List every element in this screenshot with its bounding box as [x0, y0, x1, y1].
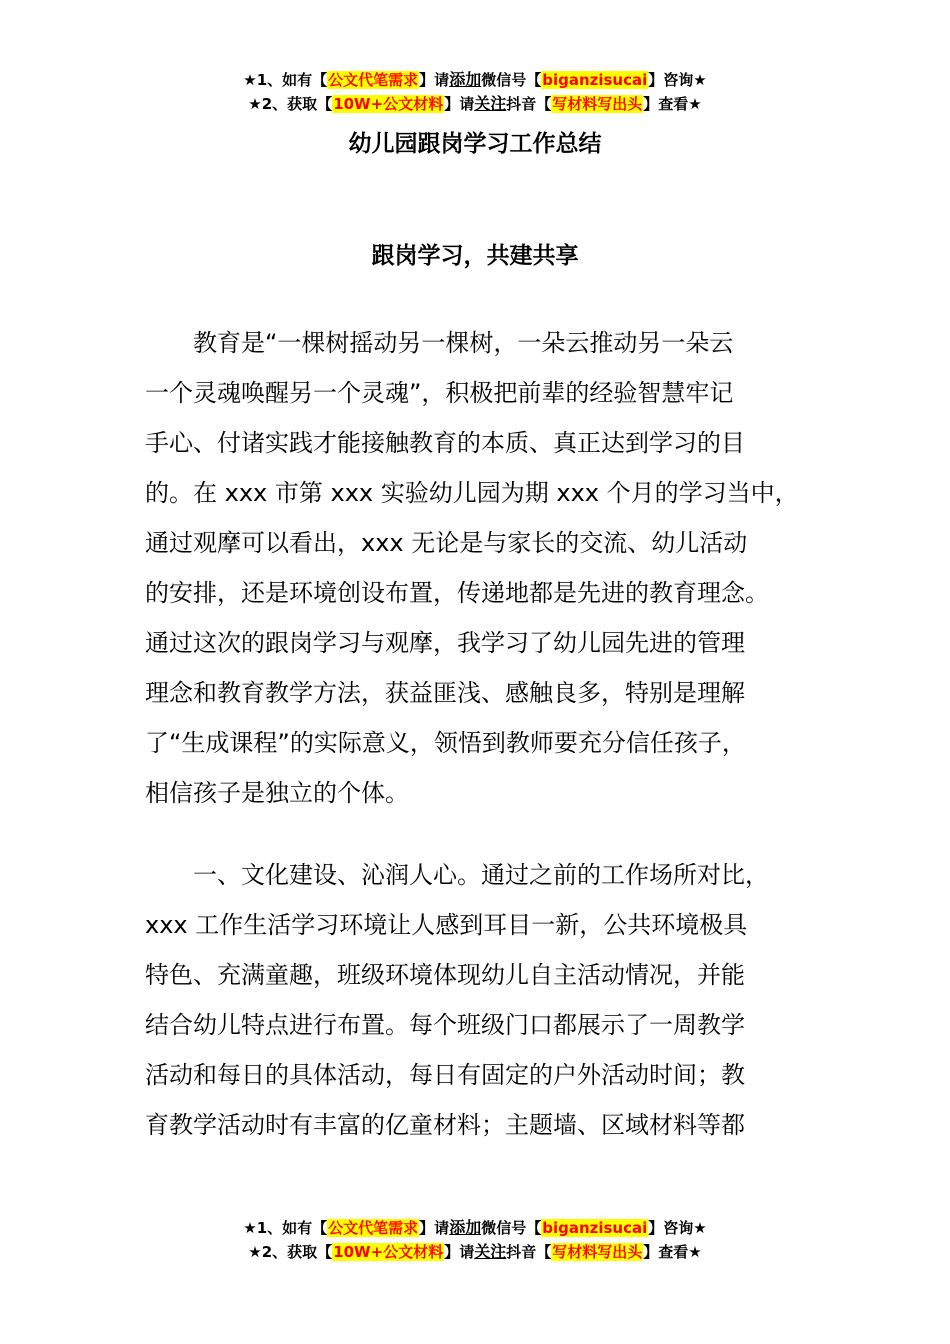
text-line: 手心、付诸实践才能接触教育的本质、真正达到学习的目 — [145, 429, 745, 457]
text-line: 结合幼儿特点进行布置。每个班级门口都展示了一周教学 — [145, 1011, 745, 1039]
banner-text: 微信号【 — [481, 71, 542, 89]
banner-highlight: 公文代笔需求 — [328, 71, 419, 89]
banner-emphasis: 关注 — [474, 1242, 507, 1261]
banner-text: 微信号【 — [481, 1219, 542, 1237]
banner-text: 】查看★ — [643, 1243, 702, 1261]
text-line: 理念和教育教学方法，获益匪浅、感触良多，特别是理解 — [145, 679, 745, 707]
banner-text: ★1、如有【 — [243, 1219, 328, 1237]
document-title: 幼儿园跟岗学习工作总结 — [348, 131, 602, 157]
text-line: 相信孩子是独立的个体。 — [145, 779, 409, 807]
banner-text: 抖音【 — [506, 95, 552, 113]
banner-highlight: 公文代笔需求 — [328, 1219, 419, 1237]
banner-line-1 — [0, 1216, 950, 1240]
banner-line-1 — [0, 68, 950, 92]
text-line: 教育是“一棵树摇动另一棵树，一朵云推动另一朵云 — [145, 329, 734, 357]
text-line: 通过观摩可以看出，xxx 无论是与家长的交流、幼儿活动 — [145, 529, 748, 557]
text-line: 一个灵魂唤醒另一个灵魂”，积极把前辈的经验智慧牢记 — [145, 379, 734, 407]
banner-text: ★2、获取【 — [248, 95, 333, 113]
banner-text: 】请 — [444, 1243, 475, 1261]
banner-text: ★2、获取【 — [248, 1243, 333, 1261]
paragraph-culture — [145, 850, 805, 1150]
text-line: 特色、充满童趣，班级环境体现幼儿自主活动情况，并能 — [145, 961, 745, 989]
banner-text: 】请 — [444, 95, 475, 113]
banner-line-2 — [0, 92, 950, 116]
banner-douyin-id: 写材料写出头 — [552, 1243, 643, 1261]
banner-emphasis: 添加 — [449, 70, 482, 89]
text-line: xxx 工作生活学习环境让人感到耳目一新，公共环境极具 — [145, 911, 748, 939]
text-line: 通过这次的跟岗学习与观摩，我学习了幼儿园先进的管理 — [145, 629, 745, 657]
banner-text: 】咨询★ — [648, 1219, 707, 1237]
text-line: 活动和每日的具体活动，每日有固定的户外活动时间；教 — [145, 1061, 745, 1089]
banner-emphasis: 添加 — [449, 1218, 482, 1237]
banner-highlight: 10W+公文材料 — [333, 1243, 444, 1261]
text-line: 的。在 xxx 市第 xxx 实验幼儿园为期 xxx 个月的学习当中， — [145, 479, 799, 507]
banner-highlight: 10W+公文材料 — [333, 95, 444, 113]
banner-text: 】请 — [419, 1219, 450, 1237]
text-line: 了“生成课程”的实际意义，领悟到教师要充分信任孩子， — [145, 729, 746, 757]
banner-wechat-id: biganzisucai — [542, 1219, 648, 1237]
header-banner — [0, 68, 950, 116]
banner-text: 】咨询★ — [648, 71, 707, 89]
banner-line-2 — [0, 1240, 950, 1264]
text-line: 育教学活动时有丰富的亿童材料；主题墙、区域材料等都 — [145, 1111, 745, 1139]
banner-text: ★1、如有【 — [243, 71, 328, 89]
banner-text: 】查看★ — [643, 95, 702, 113]
banner-douyin-id: 写材料写出头 — [552, 95, 643, 113]
paragraph-intro — [145, 318, 805, 818]
banner-emphasis: 关注 — [474, 94, 507, 113]
banner-wechat-id: biganzisucai — [542, 71, 648, 89]
text-line: 的安排，还是环境创设布置，传递地都是先进的教育理念。 — [145, 579, 769, 607]
banner-text: 】请 — [419, 71, 450, 89]
footer-banner — [0, 1216, 950, 1264]
document-subtitle: 跟岗学习，共建共享 — [371, 243, 579, 269]
text-line: 一、文化建设、沁润人心。通过之前的工作场所对比， — [145, 861, 769, 889]
banner-text: 抖音【 — [506, 1243, 552, 1261]
